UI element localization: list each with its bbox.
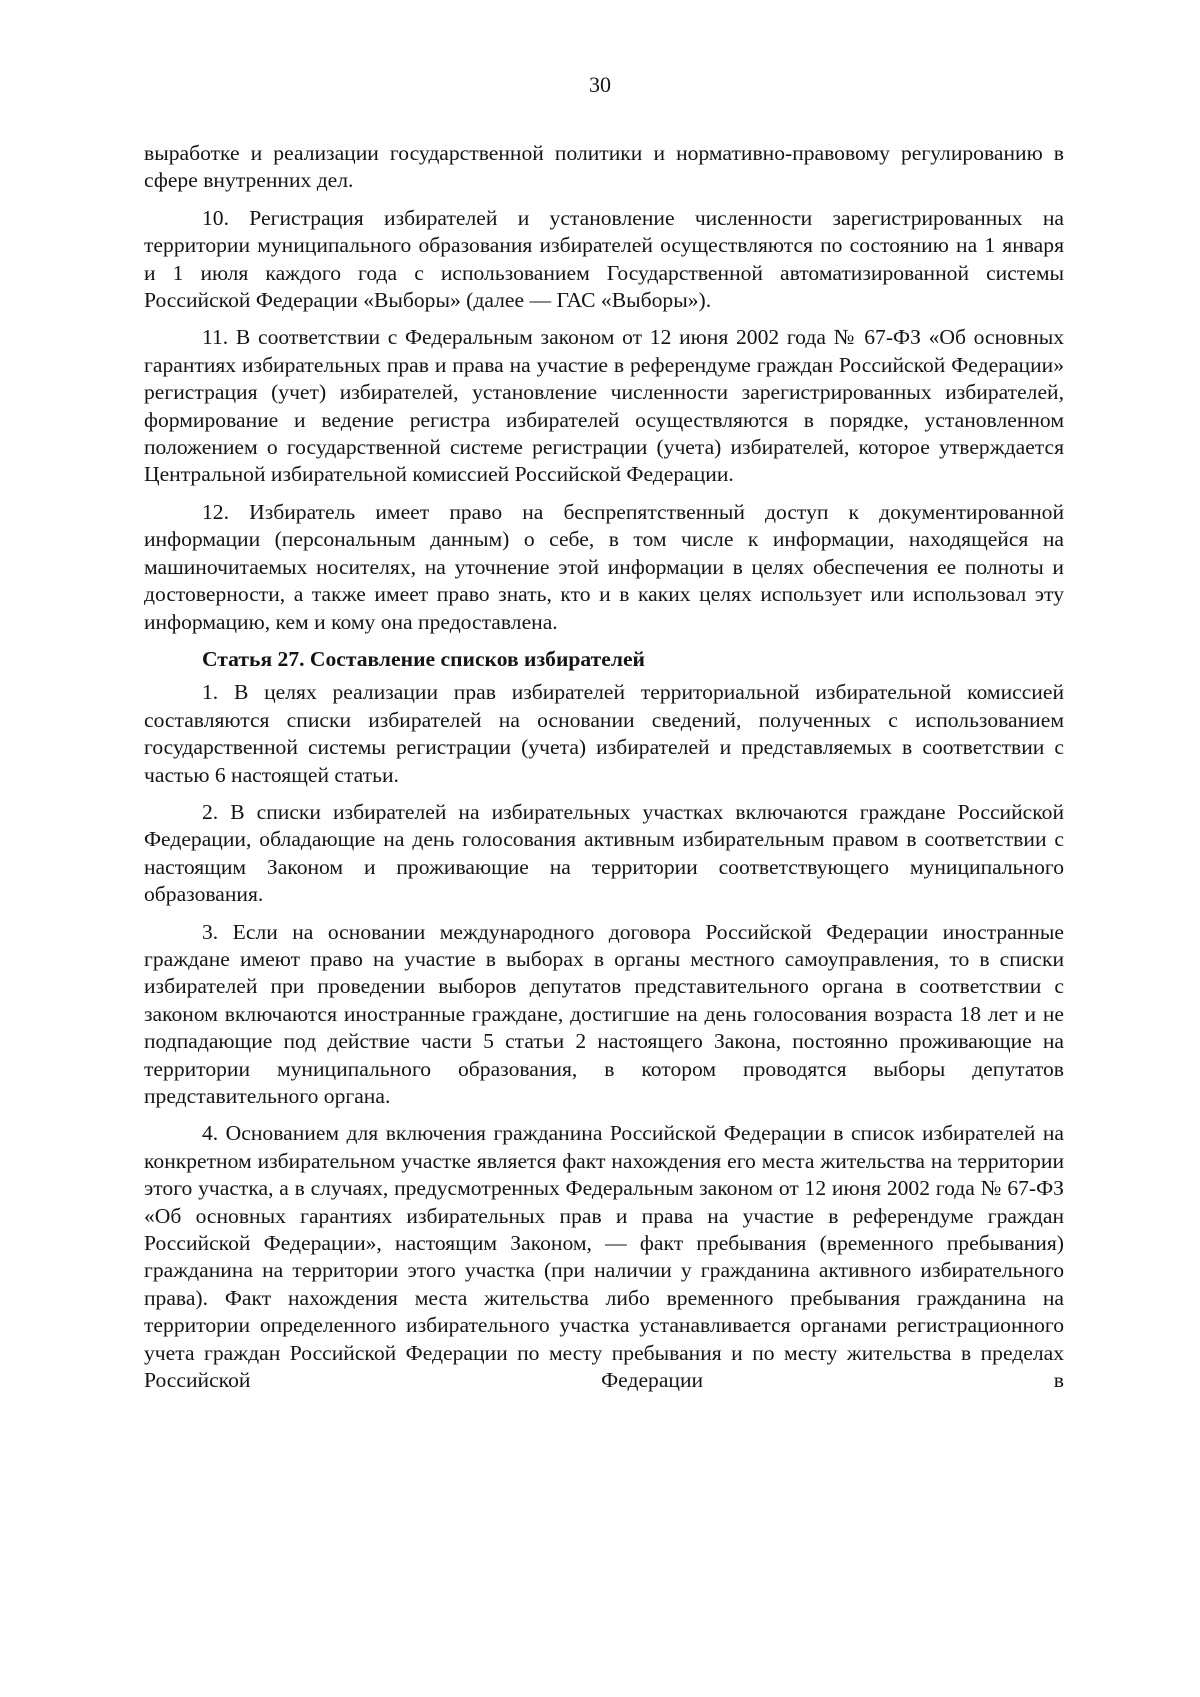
article-27-part-1: 1. В целях реализации прав избирателей территориальной избирательной комиссией составляются списки избирателей на основании сведений, полученных с использованием государственной системы регистрации (учета) избирателей и представляемых в соответствии с частью 6 настоящей статьи. bbox=[144, 680, 1064, 787]
paragraph-11: 11. В соответствии с Федеральным законом от 12 июня 2002 года № 67-ФЗ «Об основных гарантиях избирательных прав и права на участие в референдуме граждан Российской Федерации» регистрация (учет) избирателей, установление численности зарегистрированных избирателей, формирование и ведение регистра избирателей осуществляются в порядке, установленном положением о государственной системе регистрации (учета) избирателей, которое утверждается Центральной избирательной комиссией Российской Федерации. bbox=[144, 325, 1064, 487]
article-27-part-3: 3. Если на основании международного договора Российской Федерации иностранные граждане имеют право на участие в выборах в органы местного самоуправления, то в списки избирателей при проведении выборов депутатов представительного органа в соответствии с законом включаются иностранные граждане, достигшие на день голосования возраста 18 лет и не подпадающие под действие части 5 статьи 2 настоящего Закона, постоянно проживающие на территории муниципального образования, в котором проводятся выборы депутатов представительного органа. bbox=[144, 919, 1064, 1108]
page-number: 30 bbox=[589, 72, 611, 97]
paragraph-10: 10. Регистрация избирателей и установление численности зарегистрированных на территории муниципального образования избирателей осуществляются по состоянию на 1 января и 1 июля каждого года с использованием Государственной автоматизированной системы Российской Федерации «Выборы» (далее — ГАС «Выборы»). bbox=[144, 205, 1064, 313]
document-body bbox=[144, 140, 1064, 1404]
article-27-part-2: 2. В списки избирателей на избирательных участках включаются граждане Российской Федерации, обладающие на день голосования активным избирательным правом в соответствии с настоящим Законом и проживающие на территории соответствующего муниципального образования. bbox=[144, 799, 1064, 907]
article-27-part-4: 4. Основанием для включения гражданина Российской Федерации в список избирателей на конкретном избирательном участке является факт нахождения его места жительства на территории этого участка, а в случаях, предусмотренных Федеральным законом от 12 июня 2002 года № 67-ФЗ «Об основных гарантиях избирательных прав и права на участие в референдуме граждан Российской Федерации», настоящим Законом, — факт пребывания (временного пребывания) гражданина на территории этого участка (при наличии у гражданина активного избирательного права). Факт нахождения места жительства либо временного пребывания гражданина на территории определенного избирательного участка устанавливается органами регистрационного учета граждан Российской Федерации по месту пребывания и по месту жительства в пределах Российской Федерации в bbox=[144, 1121, 1064, 1393]
paragraph-continuation: выработке и реализации государственной политики и нормативно-правовому регулированию в сфере внутренних дел. bbox=[144, 141, 1064, 193]
article-27-title: Статья 27. Составление списков избирателей bbox=[202, 646, 645, 671]
paragraph-12: 12. Избиратель имеет право на беспрепятственный доступ к документированной информации (персональным данным) о себе, в том числе к информации, находящейся на машиночитаемых носителях, на уточнение этой информации в целях обеспечения ее полноты и достоверности, а также имеет право знать, кто и в каких целях использует или использовал эту информацию, кем и кому она предоставлена. bbox=[144, 499, 1064, 634]
